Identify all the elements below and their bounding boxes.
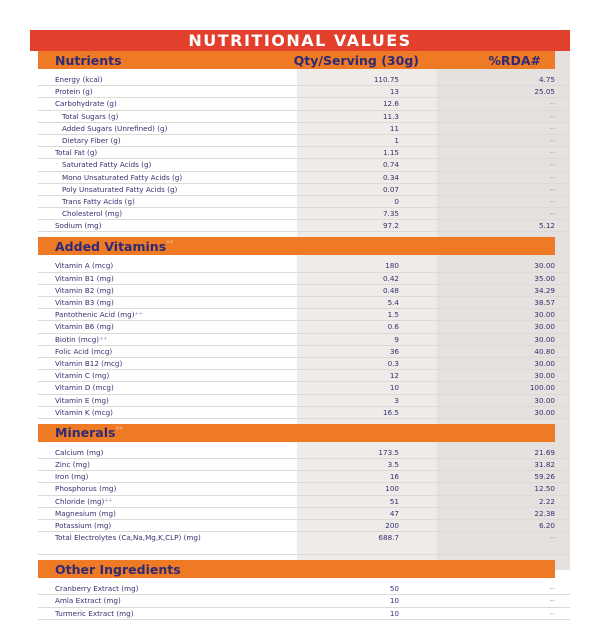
table-row [38, 346, 570, 358]
qty-value: 1.5 [387, 310, 399, 320]
table-row [38, 184, 570, 196]
nutrient-name [38, 346, 297, 357]
rda-value: 22.38 [534, 508, 555, 518]
page-title: NUTRITIONAL VALUES [30, 30, 570, 51]
nutrient-name [38, 608, 297, 619]
table-row [38, 583, 570, 595]
qty-value: 0.42 [382, 273, 399, 283]
nutrient-name-text: Magnesium (mg) [55, 508, 116, 518]
nutrient-name [38, 123, 297, 134]
nutrient-name [38, 595, 297, 606]
nutrient-name-text: Folic Acid (mcg) [55, 346, 113, 356]
rda-value: -- [549, 533, 555, 543]
rda-value: -- [549, 148, 555, 158]
rda-value: 5.12 [538, 221, 555, 231]
rda-value: 30.00 [534, 371, 555, 381]
nutrient-name [38, 159, 297, 170]
nutrient-name [38, 382, 297, 393]
nutrient-name-text: Phosphorus (mg) [55, 484, 117, 494]
rda-value: 59.26 [534, 472, 555, 482]
nutrient-name-text: Vitamin B12 (mcg) [55, 358, 123, 368]
nutrient-name-text: Vitamin B6 (mg) [55, 322, 114, 332]
rda-value: -- [549, 584, 555, 594]
minerals-section-header [38, 424, 555, 442]
rda-value: -- [549, 608, 555, 618]
nutrition-table [38, 51, 570, 620]
rda-value: -- [549, 172, 555, 182]
table-row [38, 111, 570, 123]
nutrient-name-text: Zinc (mg) [55, 460, 90, 470]
qty-value: 13 [389, 87, 399, 97]
qty-value: 0.07 [382, 184, 399, 194]
table-row [38, 395, 570, 407]
qty-value: 180 [385, 261, 399, 271]
nutrient-name-text: Added Sugars (Unrefined) (g) [62, 123, 168, 133]
rda-value: -- [549, 135, 555, 145]
nutrient-name [38, 135, 297, 146]
nutrient-name-text: Pantothenic Acid (mg) [55, 310, 135, 320]
table-row [38, 471, 570, 483]
rda-value: -- [549, 123, 555, 133]
nutrient-name [38, 208, 297, 219]
table-row [38, 496, 570, 508]
nutrient-name [38, 98, 297, 109]
table-header [38, 51, 555, 69]
nutrient-name [38, 395, 297, 406]
table-row [38, 407, 570, 419]
rda-value: 25.05 [534, 87, 555, 97]
nutrient-name [38, 309, 297, 320]
table-row [38, 172, 570, 184]
qty-value: 47 [389, 508, 399, 518]
nutrient-name-text: Calcium (mg) [55, 447, 104, 457]
rda-value: 30.00 [534, 322, 555, 332]
nutrient-name [38, 220, 297, 231]
footnote-marker: ++ [134, 311, 143, 318]
qty-value: 688.7 [378, 533, 399, 543]
table-row [38, 532, 570, 555]
table-row [38, 321, 570, 333]
qty-value: 50 [389, 584, 399, 594]
nutrient-name-text: Protein (g) [55, 87, 93, 97]
qty-value: 16 [389, 472, 399, 482]
qty-value: 7.35 [382, 209, 399, 219]
qty-value: 0 [394, 196, 399, 206]
nutrient-name-text: Vitamin E (mg) [55, 395, 109, 405]
nutrient-name [38, 471, 297, 482]
minerals-heading: Minerals [55, 425, 116, 441]
table-row [38, 334, 570, 346]
nutrient-name [38, 583, 297, 594]
nutrient-name-text: Cranberry Extract (mg) [55, 584, 139, 594]
nutrient-name [38, 273, 297, 284]
rda-value: 21.69 [534, 447, 555, 457]
table-row [38, 595, 570, 607]
nutrient-name-text: Biotin (mcg) [55, 334, 100, 344]
nutrient-name-text: Vitamin K (mcg) [55, 407, 113, 417]
nutrient-name [38, 483, 297, 494]
nutrient-name-text: Saturated Fatty Acids (g) [62, 160, 152, 170]
table-row [38, 74, 570, 86]
nutrient-name-text: Potassium (mg) [55, 521, 112, 530]
footnote-marker: ++ [104, 497, 113, 504]
rda-value: 30.00 [534, 407, 555, 417]
table-row [38, 273, 570, 285]
table-row [38, 508, 570, 520]
vitamins-section-header [38, 237, 555, 255]
nutrient-name [38, 496, 297, 507]
table-row [38, 147, 570, 159]
rda-value: 34.29 [534, 285, 555, 295]
qty-value: 16.5 [382, 407, 399, 417]
nutrient-name-text: Vitamin D (mcg) [55, 383, 114, 393]
nutrient-name [38, 520, 297, 531]
table-row [38, 520, 570, 532]
nutrient-name-text: Chloride (mg) [55, 496, 105, 506]
rda-value: 12.50 [534, 484, 555, 494]
rda-value: 2.22 [538, 496, 555, 506]
qty-value: 10 [389, 383, 399, 393]
nutrient-name [38, 334, 297, 345]
nutrient-name [38, 532, 297, 554]
rda-value: -- [549, 209, 555, 219]
nutrient-name [38, 508, 297, 519]
header-nutrients: Nutrients [55, 52, 122, 68]
rda-value: 30.00 [534, 334, 555, 344]
table-row [38, 208, 570, 220]
qty-value: 173.5 [378, 447, 399, 457]
nutrient-name-text: Amla Extract (mg) [55, 596, 121, 606]
nutrient-name [38, 297, 297, 308]
table-row [38, 260, 570, 272]
rda-value: 6.20 [538, 521, 555, 530]
rda-value: 31.82 [534, 460, 555, 470]
table-row [38, 447, 570, 459]
table-row [38, 358, 570, 370]
qty-value: 36 [389, 346, 399, 356]
table-row [38, 608, 570, 620]
qty-value: 10 [389, 608, 399, 618]
nutrient-name-text: Iron (mg) [55, 472, 89, 482]
qty-value: 1.15 [382, 148, 399, 158]
other-section [38, 583, 570, 620]
rda-value: -- [549, 160, 555, 170]
rda-value: 30.00 [534, 358, 555, 368]
nutrient-name-text: Vitamin B2 (mg) [55, 285, 114, 295]
nutrient-name [38, 447, 297, 458]
table-row [38, 220, 570, 232]
other-heading: Other Ingredients [55, 561, 181, 577]
nutrient-name [38, 172, 297, 183]
nutrient-name [38, 260, 297, 271]
rda-value: 4.75 [538, 75, 555, 84]
nutrient-name-text: Turmeric Extract (mg) [55, 608, 134, 618]
qty-value: 51 [389, 496, 399, 506]
vitamins-heading-sup: ** [166, 238, 174, 247]
table-row [38, 86, 570, 98]
nutrient-name [38, 358, 297, 369]
nutrient-name-text: Mono Unsaturated Fatty Acids (g) [62, 172, 183, 182]
rda-value: -- [549, 184, 555, 194]
qty-value: 1 [394, 135, 399, 145]
nutrient-name-text: Total Electrolytes (Ca,Na,Mg,K,CLP) (mg) [55, 533, 201, 543]
minerals-heading-sup: ** [115, 425, 123, 434]
nutrient-name-text: Trans Fatty Acids (g) [62, 196, 135, 206]
table-row [38, 309, 570, 321]
qty-value: 11 [389, 123, 399, 133]
table-row [38, 370, 570, 382]
rda-value: 38.57 [534, 298, 555, 307]
table-row [38, 123, 570, 135]
rda-value: 100.00 [529, 383, 555, 393]
nutrient-name-text: Cholesterol (mg) [62, 209, 123, 219]
qty-value: 0.34 [382, 172, 399, 182]
table-row [38, 196, 570, 208]
table-row [38, 135, 570, 147]
qty-value: 0.3 [387, 358, 399, 368]
rda-value: 35.00 [534, 273, 555, 283]
nutrient-name [38, 111, 297, 122]
qty-value: 100 [385, 484, 399, 494]
qty-value: 0.74 [382, 160, 399, 170]
other-section-header [38, 560, 555, 578]
table-row [38, 382, 570, 394]
header-rda: %RDA# [488, 52, 541, 68]
rda-value: -- [549, 596, 555, 606]
nutrients-section [38, 74, 570, 232]
qty-value: 3 [394, 395, 399, 405]
table-row [38, 98, 570, 110]
nutrient-name-text: Vitamin B3 (mg) [55, 298, 114, 307]
table-row [38, 459, 570, 471]
qty-value: 3.5 [387, 460, 399, 470]
nutrient-name [38, 459, 297, 470]
qty-value: 97.2 [382, 221, 399, 231]
rda-value: 30.00 [534, 261, 555, 271]
table-row [38, 159, 570, 171]
header-qty: Qty/Serving (30g) [293, 52, 419, 68]
rda-value: 30.00 [534, 310, 555, 320]
nutrient-name-text: Total Fat (g) [55, 148, 98, 158]
qty-value: 0.48 [382, 285, 399, 295]
qty-value: 200 [385, 521, 399, 530]
nutrient-name-text: Carbohydrate (g) [55, 99, 117, 109]
minerals-section [38, 447, 570, 555]
table-row [38, 483, 570, 495]
nutrient-name-text: Energy (kcal) [55, 75, 103, 84]
qty-value: 5.4 [387, 298, 399, 307]
nutrient-name [38, 285, 297, 296]
nutrient-name [38, 407, 297, 418]
vitamins-heading: Added Vitamins [55, 238, 167, 254]
qty-value: 11.3 [382, 111, 399, 121]
nutrient-name-text: Total Sugars (g) [62, 111, 119, 121]
vitamins-section [38, 260, 570, 418]
nutrient-name [38, 196, 297, 207]
nutrient-name-text: Vitamin C (mg) [55, 371, 110, 381]
nutrient-name [38, 321, 297, 332]
nutrient-name [38, 86, 297, 97]
nutrient-name [38, 184, 297, 195]
qty-value: 0.6 [387, 322, 399, 332]
footnote-marker: ++ [99, 335, 108, 342]
nutrient-name-text: Poly Unsaturated Fatty Acids (g) [62, 184, 178, 194]
rda-value: -- [549, 196, 555, 206]
qty-value: 12 [389, 371, 399, 381]
qty-value: 12.6 [382, 99, 399, 109]
rda-value: -- [549, 99, 555, 109]
rda-value: 30.00 [534, 395, 555, 405]
nutrient-name [38, 74, 297, 85]
qty-value: 10 [389, 596, 399, 606]
nutrient-name [38, 147, 297, 158]
rda-value: -- [549, 111, 555, 121]
nutrient-name-text: Dietary Fiber (g) [62, 135, 121, 145]
qty-value: 9 [394, 334, 399, 344]
nutrient-name [38, 370, 297, 381]
table-row [38, 297, 570, 309]
nutrient-name-text: Vitamin B1 (mg) [55, 273, 114, 283]
rda-value: 40.80 [534, 346, 555, 356]
qty-value: 110.75 [373, 75, 399, 84]
nutrient-name-text: Vitamin A (mcg) [55, 261, 114, 271]
nutrient-name-text: Sodium (mg) [55, 221, 102, 231]
table-row [38, 285, 570, 297]
